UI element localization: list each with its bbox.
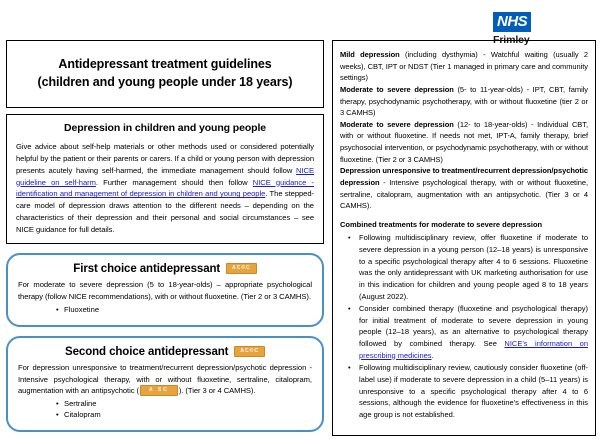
second-choice-heading [18,346,312,358]
first-choice-box [6,253,324,327]
bullet-tail: . [431,350,434,360]
nice-prescribing-medicines-link[interactable]: NICE's information on prescribing medicines [359,339,588,360]
second-choice-text-part-1: For depression unresponsive to treatment/recurrent depression/psychotic depression - Intensive psychological therapy, with or without fluoxetine, sertraline, citalopram, augmentation with an antipsychotic ( [18,363,312,395]
right-column-panel [332,40,596,436]
combined-treatments-heading: Combined treatments for moderate to severe depression [340,219,543,229]
depression-text-part-1: Give advice about self-help materials or other methods used or considered potentially helpful by the patient or their parents or carers. If a child or young person with depression presents acutely having self-harmed, the immediate management should follow [16,142,314,175]
second-choice-heading-label: Second choice antidepressant [65,346,229,359]
first-choice-drug-list [18,304,312,315]
first-choice-heading [18,263,312,275]
rag-amber-badge-icon: AC©C [234,346,265,357]
second-choice-body [18,362,312,396]
bullet-text: Following multidisciplinary review, offer fluoxetine if moderate to severe depression in a young person (12–18 years) is unresponsive to a specific psychological therapy after 4 to 6 sessions. Fluoxetine was the only antidepressant with UK marketing authorisation for use in this indication for children and young people aged 8 to 18 years (August 2022). [359,233,588,301]
severity-detail: (including dysthymia) - Watchful waiting (usually 2 weeks), CBT, IPT or NDST (Tier 1 managed in primary care and community settings) [340,50,589,83]
nice-self-harm-link[interactable]: NICE guideline on self-harm [16,165,314,187]
severity-paragraph [340,119,588,166]
depression-text-part-2: . Further management should then follow [95,177,253,187]
second-choice-drug-list [18,398,312,420]
spacer [340,212,588,219]
bullet-text: Following multidisciplinary review, cautiously consider fluoxetine (off-label use) if moderate to severe depression in a child (5–11 years) is unresponsive to a specific psychological therapy after 4 to 6 sessions, although the evidence for fluoxetine's effectiveness in this age group is not established. [359,363,588,419]
rag-amber-badge-icon: AC©C [226,263,257,274]
list-item: • Fluoxetine [64,304,312,315]
list-item: • Citalopram [64,409,312,420]
rag-amber-inline-badge-icon: A SC [140,385,178,396]
list-item [359,232,588,302]
combined-treatments-list [340,232,588,420]
second-choice-box [6,336,324,432]
list-item [359,362,588,420]
nhs-wordmark: NHS [493,12,531,32]
first-choice-heading-label: First choice antidepressant [73,263,221,276]
severity-paragraph [340,49,588,84]
severity-label: Moderate to severe depression [340,119,454,129]
depression-section-heading: Depression in children and young people [63,122,267,135]
severity-detail: (5- to 11-year-olds) - IPT, CBT, family therapy, psychodynamic psychotherapy, with or without fluoxetine (tier 2 or 3 CAMHS) [340,84,588,118]
severity-detail: (12- to 18-year-olds) - Individual CBT, with or without fluoxetine. If needs not met, IPT-A, family therapy, brief psychosocial intervention, or psychodynamic psychotherapy, with or without fluoxetine. (Tier 2 or 3 CAMHS) [340,119,588,164]
guideline-title-line-2: (children and young people under 18 years) [37,75,293,90]
severity-detail: - Intensive psychological therapy, with or without fluoxetine, sertraline, citalopram, augmentation with an antipsychotic. (Tier 3 or 4 CAMHS). [340,177,588,211]
depression-section-body [16,141,314,235]
guideline-title-line-1: Antidepressant treatment guidelines [58,57,272,71]
list-item: • Sertraline [64,398,312,409]
severity-paragraph [340,165,588,212]
severity-label: Moderate to severe depression [340,84,454,94]
second-choice-text-part-2: ). (Tier 3 or 4 CAMHS). [178,385,256,395]
left-column [6,40,324,432]
first-choice-body: For moderate to severe depression (5 to 18-year-olds) – appropriate psychological therapy (follow NICE recommendations), with or without fluoxetine. (Tier 2 or 3 CAMHS). [18,280,312,301]
severity-paragraph [340,84,588,119]
title-box [6,40,324,108]
list-item [359,303,588,361]
nice-depression-guidance-link[interactable]: NICE guidance - identification and management of depression in children and young people [16,177,314,199]
nhs-trust-name: Frimley [493,34,530,46]
depression-section-box [6,114,324,244]
bullet-text: Consider combined therapy (fluoxetine and psychological therapy) for initial treatment of moderate to severe depression in young people (12–18 years), as an alternative to psychological therapy followed by combined therapy. See [359,304,588,348]
depression-text-part-3: . The stepped-care model of depression draws attention to the different needs – depending on the characteristics of their depression and their personal and social circumstances – see NICE guidance for full details. [16,189,314,234]
severity-label: Depression unresponsive to treatment/recurrent depression/psychotic depression [340,166,588,187]
severity-label: Mild depression [340,50,400,59]
